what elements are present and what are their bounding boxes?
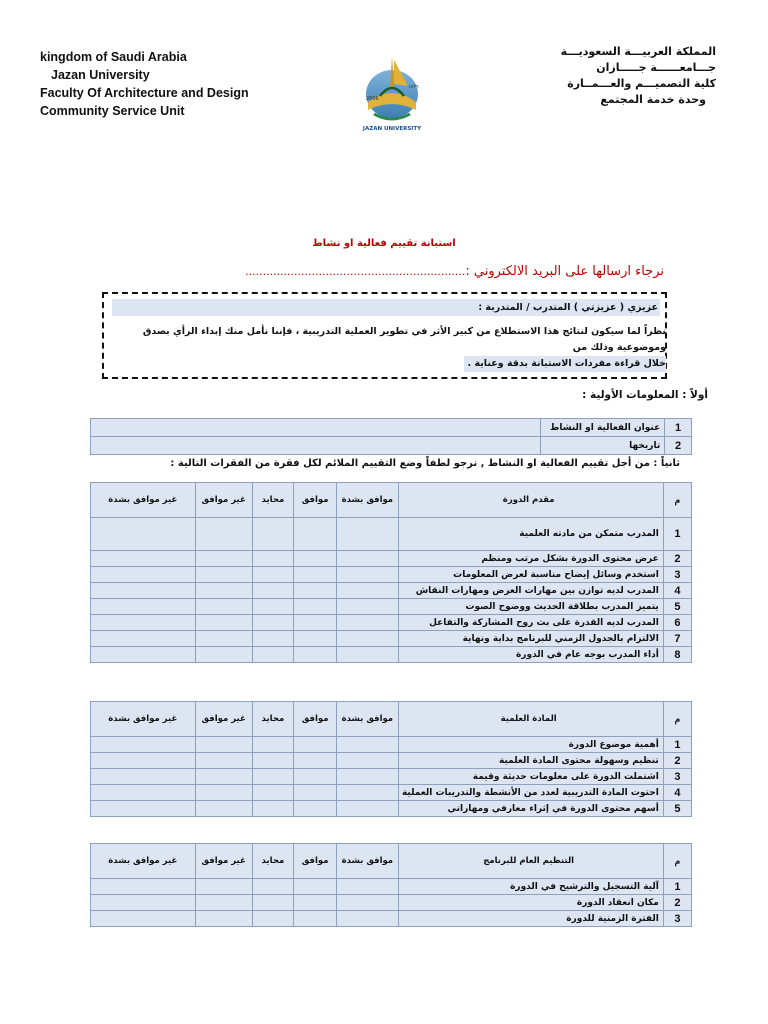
rating-cell[interactable] (337, 583, 398, 599)
table-row (91, 879, 692, 895)
criterion-text: المدرب متمكن من مادته العلمية (398, 518, 663, 551)
rating-cell[interactable] (294, 631, 337, 647)
row-num: 5 (663, 801, 691, 817)
rating-cell[interactable] (91, 753, 196, 769)
row-num: 3 (663, 769, 691, 785)
rating-cell[interactable] (91, 631, 196, 647)
info-row (91, 419, 692, 437)
rating-cell[interactable] (91, 785, 196, 801)
rating-cell[interactable] (252, 551, 293, 567)
rating-cell[interactable] (195, 911, 252, 927)
email-dots: ............................................................... (245, 265, 466, 278)
row-num: 1 (663, 518, 691, 551)
info-table (90, 418, 692, 455)
rating-cell[interactable] (337, 895, 398, 911)
table-row (91, 785, 692, 801)
rating-cell[interactable] (294, 615, 337, 631)
row-num: 2 (663, 753, 691, 769)
col-agree: موافق (294, 483, 337, 518)
table-row (91, 518, 692, 551)
greeting: عزيزي ( عزيزتي ) المتدرب / المتدربة : (112, 299, 660, 316)
header-faculty-ar: كلية التصميـــم والعـــمــارة (567, 77, 716, 90)
rating-cell[interactable] (91, 879, 196, 895)
rating-cell[interactable] (252, 631, 293, 647)
rating-cell[interactable] (91, 518, 196, 551)
col-num: م (663, 483, 691, 518)
table-row (91, 737, 692, 753)
logo-year-left: 2006 (366, 96, 379, 102)
rating-cell[interactable] (252, 567, 293, 583)
rating-cell[interactable] (252, 769, 293, 785)
row-num: 8 (663, 647, 691, 663)
table-row (91, 599, 692, 615)
rating-cell[interactable] (91, 895, 196, 911)
table-header-row (91, 483, 692, 518)
info-num: 2 (665, 437, 692, 455)
table-row (91, 753, 692, 769)
criterion-text: أداء المدرب بوجه عام في الدورة (398, 647, 663, 663)
criterion-text: آلية التسجيل والترشيح في الدورة (398, 879, 663, 895)
rating-cell[interactable] (195, 615, 252, 631)
rating-cell[interactable] (252, 785, 293, 801)
page-title: استبانة تقييم فعالية او نشاط (312, 238, 456, 249)
header-country: kingdom of Saudi Arabia (40, 50, 187, 64)
rating-cell[interactable] (294, 647, 337, 663)
rating-cell[interactable] (252, 583, 293, 599)
criterion-text: الالتزام بالجدول الزمني للبرنامج بداية ونهاية (398, 631, 663, 647)
row-num: 6 (663, 615, 691, 631)
table-row (91, 567, 692, 583)
rating-table-trainer (90, 482, 692, 663)
rating-cell[interactable] (294, 785, 337, 801)
table-row (91, 647, 692, 663)
table-row (91, 801, 692, 817)
rating-cell[interactable] (337, 599, 398, 615)
rating-cell[interactable] (337, 737, 398, 753)
rating-cell[interactable] (195, 599, 252, 615)
rating-cell[interactable] (252, 737, 293, 753)
criterion-text: الفترة الزمنية للدورة (398, 911, 663, 927)
table-row (91, 911, 692, 927)
info-label: تاريخها (541, 437, 665, 455)
col-strongly-agree: موافق بشدة (337, 844, 398, 879)
rating-cell[interactable] (195, 631, 252, 647)
info-value-field[interactable] (91, 419, 541, 437)
rating-cell[interactable] (195, 895, 252, 911)
col-disagree: غير موافق (195, 702, 252, 737)
table-header-row (91, 844, 692, 879)
rating-cell[interactable] (294, 753, 337, 769)
intro-text (112, 324, 666, 372)
row-num: 1 (663, 737, 691, 753)
header-university-ar: جـــامعــــــة جـــــازان (596, 61, 716, 74)
table-row (91, 583, 692, 599)
rating-cell[interactable] (91, 801, 196, 817)
header-faculty: Faculty Of Architecture and Design (40, 86, 249, 100)
rating-table-organization (90, 843, 692, 927)
arabic-header (536, 44, 716, 108)
rating-cell[interactable] (294, 911, 337, 927)
criterion-text: المدرب لديه توازن بين مهارات العرض ومهارات النقاش (398, 583, 663, 599)
col-neutral: محايد (252, 483, 293, 518)
criterion-text: أهمية موضوع الدورة (398, 737, 663, 753)
rating-cell[interactable] (91, 615, 196, 631)
intro-line-1: نظراً لما سيكون لنتائج هذا الاستطلاع من كبير الأثر في تطوير العملية التدريبية ، فإننا نأمل منك إبداء الرأي بصدق وموضوعية وذلك من (142, 326, 666, 353)
rating-cell[interactable] (294, 737, 337, 753)
rating-cell[interactable] (337, 911, 398, 927)
table-row (91, 615, 692, 631)
rating-cell[interactable] (91, 599, 196, 615)
rating-cell[interactable] (252, 647, 293, 663)
criterion-text: عرض محتوى الدورة بشكل مرتب ومنظم (398, 551, 663, 567)
col-criterion: مقدم الدورة (398, 483, 663, 518)
rating-cell[interactable] (337, 647, 398, 663)
info-row (91, 437, 692, 455)
rating-cell[interactable] (294, 895, 337, 911)
logo-text: JAZAN UNIVERSITY (362, 126, 422, 132)
rating-cell[interactable] (337, 753, 398, 769)
criterion-text: أسهم محتوى الدورة في إثراء معارفي ومهاراتي (398, 801, 663, 817)
header-university: Jazan University (51, 68, 150, 82)
rating-cell[interactable] (294, 769, 337, 785)
col-agree: موافق (294, 844, 337, 879)
col-criterion: المادة العلمية (398, 702, 663, 737)
col-criterion: التنظيم العام للبرنامج (398, 844, 663, 879)
col-disagree: غير موافق (195, 844, 252, 879)
col-neutral: محايد (252, 702, 293, 737)
row-num: 7 (663, 631, 691, 647)
row-num: 1 (663, 879, 691, 895)
rating-table-content (90, 701, 692, 817)
section-2-heading: ثانياً : من أجل تقييم الفعالية او النشاط , نرجو لطفاً وضع التقييم الملائم لكل فقرة من الفقرات التالية : (170, 458, 680, 469)
rating-cell[interactable] (337, 801, 398, 817)
row-num: 3 (663, 911, 691, 927)
rating-cell[interactable] (195, 785, 252, 801)
rating-cell[interactable] (252, 879, 293, 895)
rating-cell[interactable] (294, 801, 337, 817)
english-header (40, 48, 249, 120)
rating-cell[interactable] (195, 737, 252, 753)
col-num: م (663, 844, 691, 879)
rating-cell[interactable] (252, 599, 293, 615)
rating-cell[interactable] (337, 615, 398, 631)
info-value-field[interactable] (91, 437, 541, 455)
rating-cell[interactable] (195, 753, 252, 769)
rating-cell[interactable] (337, 631, 398, 647)
university-logo (350, 50, 434, 134)
criterion-text: استخدم وسائل إيضاح مناسبة لعرض المعلومات (398, 567, 663, 583)
rating-cell[interactable] (195, 879, 252, 895)
header-unit-ar: وحدة خدمة المجتمع (600, 93, 706, 106)
row-num: 4 (663, 583, 691, 599)
row-num: 3 (663, 567, 691, 583)
rating-cell[interactable] (252, 615, 293, 631)
rating-cell[interactable] (252, 518, 293, 551)
table-row (91, 631, 692, 647)
table-header-row (91, 702, 692, 737)
rating-cell[interactable] (294, 518, 337, 551)
table-row (91, 551, 692, 567)
email-request-text: نرجاء ارسالها على البريد الالكتروني : (465, 264, 664, 279)
col-disagree: غير موافق (195, 483, 252, 518)
info-label: عنوان الفعالية او النشاط (541, 419, 665, 437)
rating-cell[interactable] (195, 801, 252, 817)
rating-cell[interactable] (91, 737, 196, 753)
row-num: 4 (663, 785, 691, 801)
rating-cell[interactable] (195, 769, 252, 785)
row-num: 2 (663, 895, 691, 911)
intro-line-2: خلال قراءة مفردات الاستبانة بدقة وعناية . (464, 356, 666, 372)
rating-cell[interactable] (195, 518, 252, 551)
col-agree: موافق (294, 702, 337, 737)
rating-cell[interactable] (294, 567, 337, 583)
rating-cell[interactable] (195, 567, 252, 583)
row-num: 2 (663, 551, 691, 567)
rating-cell[interactable] (91, 769, 196, 785)
rating-cell[interactable] (252, 801, 293, 817)
col-num: م (663, 702, 691, 737)
table-row (91, 769, 692, 785)
rating-cell[interactable] (91, 583, 196, 599)
criterion-text: احتوت المادة التدريبية لعدد من الأنشطة والتدريبات العملية (398, 785, 663, 801)
rating-cell[interactable] (195, 583, 252, 599)
rating-cell[interactable] (337, 551, 398, 567)
rating-cell[interactable] (337, 769, 398, 785)
rating-cell[interactable] (337, 879, 398, 895)
header-country-ar: المملكة العربيـــة السعوديـــة (560, 45, 716, 58)
rating-cell[interactable] (91, 551, 196, 567)
info-num: 1 (665, 419, 692, 437)
rating-cell[interactable] (337, 518, 398, 551)
col-neutral: محايد (252, 844, 293, 879)
col-strongly-agree: موافق بشدة (337, 483, 398, 518)
rating-cell[interactable] (91, 567, 196, 583)
logo-year-right: ١٤٢٦ (408, 84, 419, 90)
rating-cell[interactable] (294, 551, 337, 567)
rating-cell[interactable] (252, 753, 293, 769)
row-num: 5 (663, 599, 691, 615)
rating-cell[interactable] (91, 911, 196, 927)
criterion-text: تنظيم وسهولة محتوى المادة العلمية (398, 753, 663, 769)
header-unit: Community Service Unit (40, 104, 185, 118)
rating-cell[interactable] (195, 647, 252, 663)
email-request (245, 264, 664, 279)
col-strongly-disagree: غير موافق بشدة (91, 483, 196, 518)
rating-cell[interactable] (337, 567, 398, 583)
table-row (91, 895, 692, 911)
section-1-heading: أولاً : المعلومات الأولية : (582, 389, 708, 401)
rating-cell[interactable] (252, 911, 293, 927)
rating-cell[interactable] (294, 879, 337, 895)
criterion-text: يتميز المدرب بطلاقة الحديث ووضوح الصوت (398, 599, 663, 615)
criterion-text: المدرب لديه القدرة على بث روح المشاركة والتفاعل (398, 615, 663, 631)
rating-cell[interactable] (337, 785, 398, 801)
criterion-text: اشتملت الدورة على معلومات حديثة وقيمة (398, 769, 663, 785)
col-strongly-disagree: غير موافق بشدة (91, 844, 196, 879)
criterion-text: مكان انعقاد الدورة (398, 895, 663, 911)
col-strongly-agree: موافق بشدة (337, 702, 398, 737)
rating-cell[interactable] (294, 599, 337, 615)
rating-cell[interactable] (195, 551, 252, 567)
col-strongly-disagree: غير موافق بشدة (91, 702, 196, 737)
rating-cell[interactable] (294, 583, 337, 599)
rating-cell[interactable] (91, 647, 196, 663)
rating-cell[interactable] (252, 895, 293, 911)
